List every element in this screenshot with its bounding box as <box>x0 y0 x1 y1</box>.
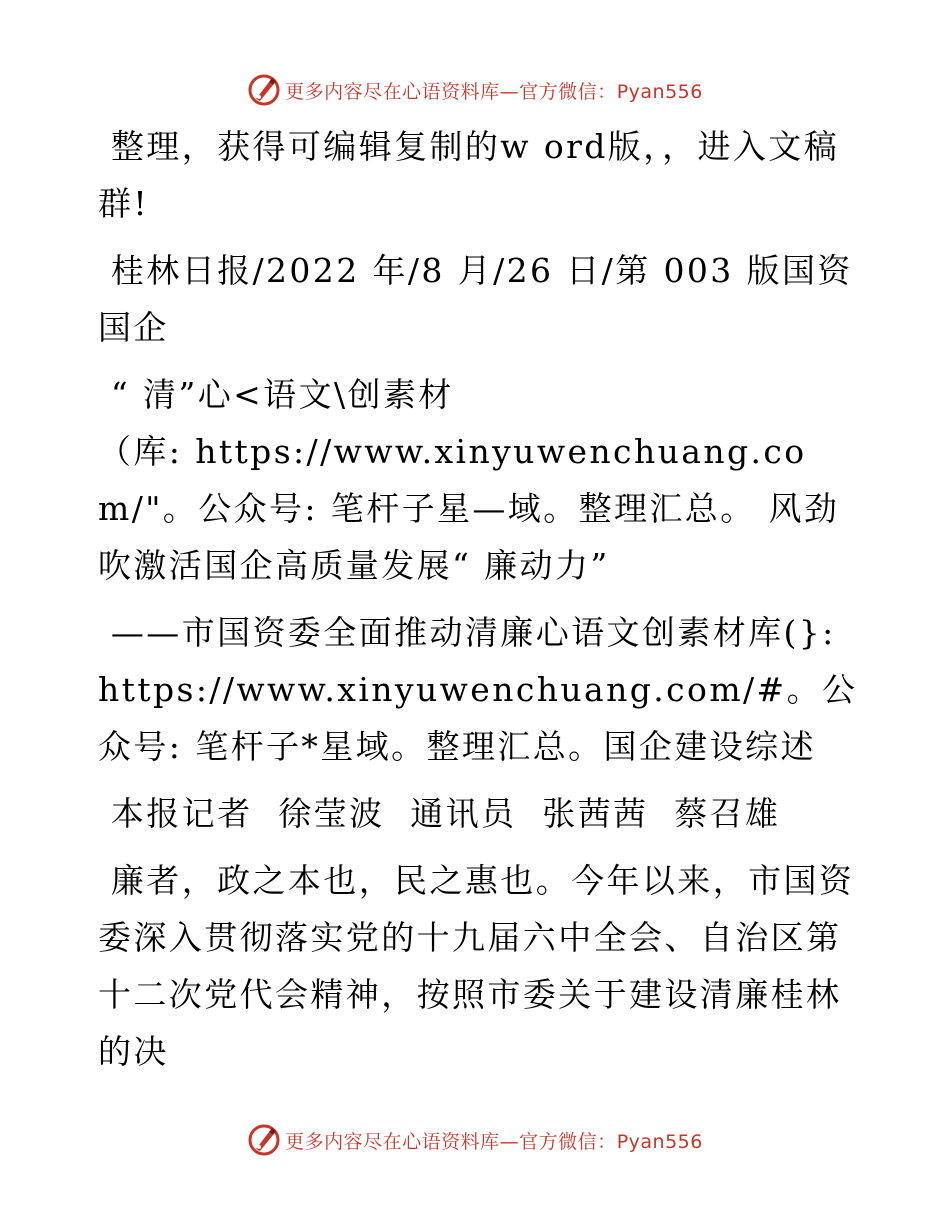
banner-main-text: 更多内容尽在心语资料库 <box>285 80 500 103</box>
pen-logo-icon <box>247 73 281 107</box>
paragraph-7: 廉者，政之本也，民之惠也。今年以来，市国资委深入贯彻落实党的十九届六中全会、自治区第十二次党代会精神，按照市委关于建设清廉桂林的决 <box>98 861 855 1071</box>
document-body <box>98 118 858 1090</box>
footer-banner <box>0 1120 950 1160</box>
banner-dash: — <box>499 80 520 103</box>
paragraph-2: 桂林日报/2022 年/8 月/26 日/第 003 版国资国企 <box>98 251 853 347</box>
paragraph-4: （库: https://www.xinyuwenchuang.com/"。公众号: 笔杆子星—域。整理汇总。 风劲吹激活国企高质量发展“ 廉动力” <box>98 432 840 585</box>
banner-official-label: 官方微信： <box>519 80 617 103</box>
paragraph-3: “ 清”心<语文\创素材 <box>98 375 454 414</box>
header-banner <box>0 70 950 110</box>
paragraph-6: 本报记者 徐莹波 通讯员 张茜茜 蔡召雄 <box>98 794 781 833</box>
pen-logo-icon <box>247 1123 281 1157</box>
banner-wechat-id: Pyan556 <box>616 80 703 103</box>
banner-main-text: 更多内容尽在心语资料库 <box>285 1130 500 1153</box>
banner-text <box>285 77 703 104</box>
paragraph-1: 整理，获得可编辑复制的w ord版，，进入文稿群! <box>98 127 840 223</box>
paragraph-5: ——市国资委全面推动清廉心语文创素材库(}: https://www.xinyuwenchuang.com/#。公众号: 笔杆子*星域。整理汇总。国企建设综述 <box>98 613 858 766</box>
banner-official-label: 官方微信： <box>519 1130 617 1153</box>
banner-dash: — <box>499 1130 520 1153</box>
banner-wechat-id: Pyan556 <box>616 1130 703 1153</box>
banner-text <box>285 1127 703 1154</box>
